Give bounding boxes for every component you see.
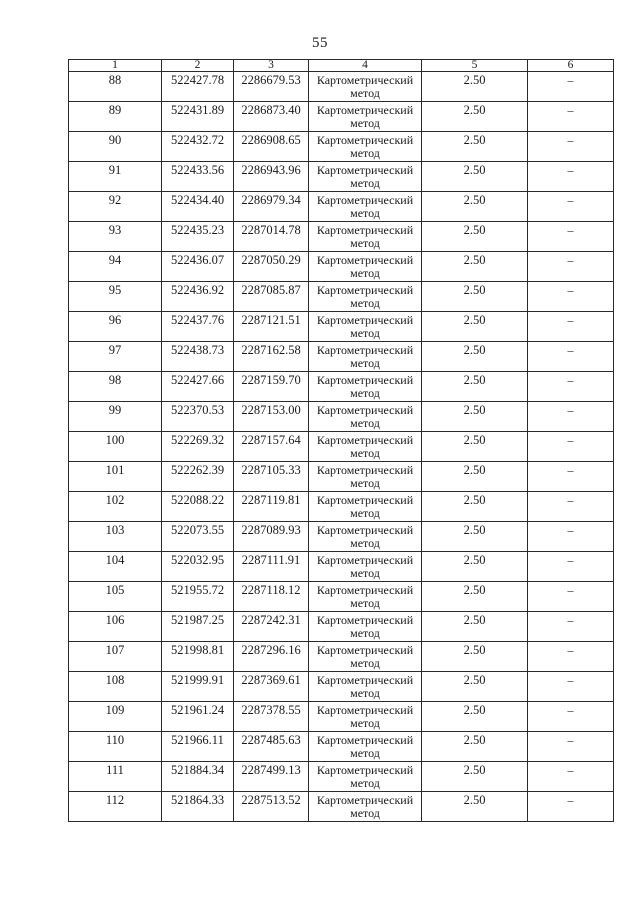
method-cell (309, 372, 422, 402)
method-cell (309, 612, 422, 642)
x-coordinate-cell: 521955.72 (162, 582, 234, 612)
x-coordinate-cell: 521987.25 (162, 612, 234, 642)
method-cell (309, 192, 422, 222)
y-coordinate-cell: 2287105.33 (234, 462, 309, 492)
method-label-line-1: Картометрический (316, 103, 414, 117)
note-cell: – (528, 162, 614, 192)
note-cell: – (528, 612, 614, 642)
note-cell: – (528, 312, 614, 342)
method-label-line-2: метод (350, 236, 380, 250)
table-row (69, 252, 614, 282)
table-row (69, 312, 614, 342)
precision-cell: 2.50 (422, 792, 528, 822)
x-coordinate-cell: 521864.33 (162, 792, 234, 822)
point-number-cell: 98 (69, 372, 162, 402)
y-coordinate-cell: 2287513.52 (234, 792, 309, 822)
method-label-line-1: Картометрический (316, 163, 414, 177)
table-row (69, 432, 614, 462)
y-coordinate-cell: 2287159.70 (234, 372, 309, 402)
method-label-line-2: метод (350, 416, 380, 430)
x-coordinate-cell: 521999.91 (162, 672, 234, 702)
x-coordinate-cell: 522434.40 (162, 192, 234, 222)
x-coordinate-cell: 522438.73 (162, 342, 234, 372)
method-cell (309, 792, 422, 822)
point-number-cell: 110 (69, 732, 162, 762)
precision-cell: 2.50 (422, 732, 528, 762)
method-label-line-1: Картометрический (316, 763, 414, 777)
point-number-cell: 91 (69, 162, 162, 192)
method-label-line-1: Картометрический (316, 583, 414, 597)
method-cell (309, 582, 422, 612)
precision-cell: 2.50 (422, 702, 528, 732)
table-row (69, 642, 614, 672)
y-coordinate-cell: 2287121.51 (234, 312, 309, 342)
method-cell (309, 72, 422, 102)
method-label-line-1: Картометрический (316, 253, 414, 267)
precision-cell: 2.50 (422, 132, 528, 162)
y-coordinate-cell: 2286979.34 (234, 192, 309, 222)
precision-cell: 2.50 (422, 192, 528, 222)
method-label-line-2: метод (350, 656, 380, 670)
table-row (69, 462, 614, 492)
note-cell: – (528, 762, 614, 792)
precision-cell: 2.50 (422, 372, 528, 402)
precision-cell: 2.50 (422, 462, 528, 492)
table-row (69, 522, 614, 552)
method-label-line-2: метод (350, 86, 380, 100)
method-cell (309, 492, 422, 522)
note-cell: – (528, 402, 614, 432)
table-row (69, 402, 614, 432)
table-row (69, 162, 614, 192)
point-number-cell: 102 (69, 492, 162, 522)
method-label-line-1: Картометрический (316, 733, 414, 747)
note-cell: – (528, 102, 614, 132)
method-label-line-2: метод (350, 266, 380, 280)
point-number-cell: 100 (69, 432, 162, 462)
note-cell: – (528, 672, 614, 702)
point-number-cell: 109 (69, 702, 162, 732)
precision-cell: 2.50 (422, 582, 528, 612)
y-coordinate-cell: 2286873.40 (234, 102, 309, 132)
point-number-cell: 88 (69, 72, 162, 102)
method-cell (309, 222, 422, 252)
column-header-4: 4 (309, 60, 422, 72)
table-row (69, 72, 614, 102)
method-label-line-2: метод (350, 326, 380, 340)
table-row (69, 342, 614, 372)
point-number-cell: 107 (69, 642, 162, 672)
method-label-line-1: Картометрический (316, 523, 414, 537)
x-coordinate-cell: 522431.89 (162, 102, 234, 132)
table-row (69, 222, 614, 252)
x-coordinate-cell: 522073.55 (162, 522, 234, 552)
precision-cell: 2.50 (422, 102, 528, 132)
point-number-cell: 111 (69, 762, 162, 792)
y-coordinate-cell: 2287499.13 (234, 762, 309, 792)
y-coordinate-cell: 2287157.64 (234, 432, 309, 462)
x-coordinate-cell: 521998.81 (162, 642, 234, 672)
method-cell (309, 432, 422, 462)
column-header-2: 2 (162, 60, 234, 72)
method-label-line-1: Картометрический (316, 433, 414, 447)
table-row (69, 582, 614, 612)
precision-cell: 2.50 (422, 432, 528, 462)
method-label-line-2: метод (350, 386, 380, 400)
method-cell (309, 522, 422, 552)
x-coordinate-cell: 521961.24 (162, 702, 234, 732)
method-label-line-1: Картометрический (316, 193, 414, 207)
point-number-cell: 96 (69, 312, 162, 342)
precision-cell: 2.50 (422, 672, 528, 702)
precision-cell: 2.50 (422, 162, 528, 192)
note-cell: – (528, 582, 614, 612)
x-coordinate-cell: 521884.34 (162, 762, 234, 792)
y-coordinate-cell: 2287089.93 (234, 522, 309, 552)
point-number-cell: 92 (69, 192, 162, 222)
table-header-row (69, 60, 614, 72)
method-label-line-1: Картометрический (316, 343, 414, 357)
table-row (69, 132, 614, 162)
method-cell (309, 162, 422, 192)
x-coordinate-cell: 522262.39 (162, 462, 234, 492)
method-label-line-1: Картометрический (316, 613, 414, 627)
table-row (69, 192, 614, 222)
method-cell (309, 672, 422, 702)
point-number-cell: 112 (69, 792, 162, 822)
precision-cell: 2.50 (422, 252, 528, 282)
method-label-line-1: Картометрический (316, 313, 414, 327)
note-cell: – (528, 72, 614, 102)
table-row (69, 612, 614, 642)
note-cell: – (528, 282, 614, 312)
x-coordinate-cell: 521966.11 (162, 732, 234, 762)
point-number-cell: 106 (69, 612, 162, 642)
point-number-cell: 94 (69, 252, 162, 282)
method-label-line-2: метод (350, 506, 380, 520)
coordinates-table (68, 59, 614, 822)
method-label-line-2: метод (350, 146, 380, 160)
y-coordinate-cell: 2287485.63 (234, 732, 309, 762)
point-number-cell: 90 (69, 132, 162, 162)
method-label-line-1: Картометрический (316, 673, 414, 687)
x-coordinate-cell: 522427.78 (162, 72, 234, 102)
method-label-line-1: Картометрический (316, 403, 414, 417)
method-label-line-2: метод (350, 446, 380, 460)
precision-cell: 2.50 (422, 642, 528, 672)
y-coordinate-cell: 2287369.61 (234, 672, 309, 702)
y-coordinate-cell: 2287242.31 (234, 612, 309, 642)
note-cell: – (528, 252, 614, 282)
x-coordinate-cell: 522433.56 (162, 162, 234, 192)
precision-cell: 2.50 (422, 312, 528, 342)
y-coordinate-cell: 2287085.87 (234, 282, 309, 312)
method-label-line-2: метод (350, 536, 380, 550)
method-cell (309, 252, 422, 282)
method-label-line-1: Картометрический (316, 283, 414, 297)
note-cell: – (528, 552, 614, 582)
point-number-cell: 108 (69, 672, 162, 702)
point-number-cell: 95 (69, 282, 162, 312)
y-coordinate-cell: 2286679.53 (234, 72, 309, 102)
y-coordinate-cell: 2287296.16 (234, 642, 309, 672)
method-cell (309, 312, 422, 342)
x-coordinate-cell: 522088.22 (162, 492, 234, 522)
method-cell (309, 762, 422, 792)
table-row (69, 552, 614, 582)
method-label-line-1: Картометрический (316, 133, 414, 147)
table-row (69, 702, 614, 732)
x-coordinate-cell: 522032.95 (162, 552, 234, 582)
point-number-cell: 103 (69, 522, 162, 552)
point-number-cell: 104 (69, 552, 162, 582)
y-coordinate-cell: 2286943.96 (234, 162, 309, 192)
method-cell (309, 462, 422, 492)
note-cell: – (528, 432, 614, 462)
method-cell (309, 552, 422, 582)
y-coordinate-cell: 2287153.00 (234, 402, 309, 432)
method-label-line-2: метод (350, 206, 380, 220)
y-coordinate-cell: 2287162.58 (234, 342, 309, 372)
table-row (69, 792, 614, 822)
x-coordinate-cell: 522269.32 (162, 432, 234, 462)
precision-cell: 2.50 (422, 522, 528, 552)
method-label-line-1: Картометрический (316, 703, 414, 717)
method-cell (309, 642, 422, 672)
note-cell: – (528, 192, 614, 222)
x-coordinate-cell: 522436.92 (162, 282, 234, 312)
method-label-line-1: Картометрический (316, 73, 414, 87)
method-label-line-1: Картометрический (316, 553, 414, 567)
note-cell: – (528, 372, 614, 402)
note-cell: – (528, 132, 614, 162)
method-label-line-2: метод (350, 716, 380, 730)
column-header-6: 6 (528, 60, 614, 72)
y-coordinate-cell: 2287378.55 (234, 702, 309, 732)
table-row (69, 102, 614, 132)
note-cell: – (528, 222, 614, 252)
x-coordinate-cell: 522432.72 (162, 132, 234, 162)
method-cell (309, 282, 422, 312)
method-label-line-2: метод (350, 116, 380, 130)
method-label-line-2: метод (350, 356, 380, 370)
method-label-line-2: метод (350, 806, 380, 820)
column-header-5: 5 (422, 60, 528, 72)
table-row (69, 762, 614, 792)
point-number-cell: 99 (69, 402, 162, 432)
point-number-cell: 89 (69, 102, 162, 132)
precision-cell: 2.50 (422, 342, 528, 372)
method-cell (309, 102, 422, 132)
y-coordinate-cell: 2287111.91 (234, 552, 309, 582)
point-number-cell: 93 (69, 222, 162, 252)
x-coordinate-cell: 522437.76 (162, 312, 234, 342)
y-coordinate-cell: 2286908.65 (234, 132, 309, 162)
method-cell (309, 342, 422, 372)
precision-cell: 2.50 (422, 492, 528, 522)
y-coordinate-cell: 2287014.78 (234, 222, 309, 252)
method-label-line-2: метод (350, 596, 380, 610)
y-coordinate-cell: 2287118.12 (234, 582, 309, 612)
method-label-line-2: метод (350, 746, 380, 760)
y-coordinate-cell: 2287050.29 (234, 252, 309, 282)
precision-cell: 2.50 (422, 612, 528, 642)
page-number: 55 (312, 35, 328, 51)
x-coordinate-cell: 522435.23 (162, 222, 234, 252)
note-cell: – (528, 702, 614, 732)
table-row (69, 372, 614, 402)
method-label-line-2: метод (350, 566, 380, 580)
precision-cell: 2.50 (422, 402, 528, 432)
method-label-line-2: метод (350, 296, 380, 310)
column-header-3: 3 (234, 60, 309, 72)
point-number-cell: 101 (69, 462, 162, 492)
method-cell (309, 402, 422, 432)
method-label-line-1: Картометрический (316, 223, 414, 237)
method-cell (309, 702, 422, 732)
method-label-line-1: Картометрический (316, 793, 414, 807)
method-cell (309, 132, 422, 162)
note-cell: – (528, 492, 614, 522)
method-label-line-2: метод (350, 776, 380, 790)
precision-cell: 2.50 (422, 282, 528, 312)
method-label-line-1: Картометрический (316, 463, 414, 477)
precision-cell: 2.50 (422, 762, 528, 792)
table-body (69, 72, 614, 822)
table-row (69, 732, 614, 762)
method-label-line-1: Картометрический (316, 643, 414, 657)
note-cell: – (528, 732, 614, 762)
note-cell: – (528, 792, 614, 822)
x-coordinate-cell: 522370.53 (162, 402, 234, 432)
note-cell: – (528, 522, 614, 552)
point-number-cell: 105 (69, 582, 162, 612)
column-header-1: 1 (69, 60, 162, 72)
method-cell (309, 732, 422, 762)
note-cell: – (528, 642, 614, 672)
precision-cell: 2.50 (422, 72, 528, 102)
table-row (69, 282, 614, 312)
note-cell: – (528, 462, 614, 492)
precision-cell: 2.50 (422, 222, 528, 252)
x-coordinate-cell: 522427.66 (162, 372, 234, 402)
point-number-cell: 97 (69, 342, 162, 372)
method-label-line-2: метод (350, 686, 380, 700)
table-row (69, 672, 614, 702)
method-label-line-2: метод (350, 476, 380, 490)
note-cell: – (528, 342, 614, 372)
method-label-line-2: метод (350, 626, 380, 640)
method-label-line-1: Картометрический (316, 373, 414, 387)
x-coordinate-cell: 522436.07 (162, 252, 234, 282)
method-label-line-1: Картометрический (316, 493, 414, 507)
y-coordinate-cell: 2287119.81 (234, 492, 309, 522)
method-label-line-2: метод (350, 176, 380, 190)
table-row (69, 492, 614, 522)
precision-cell: 2.50 (422, 552, 528, 582)
